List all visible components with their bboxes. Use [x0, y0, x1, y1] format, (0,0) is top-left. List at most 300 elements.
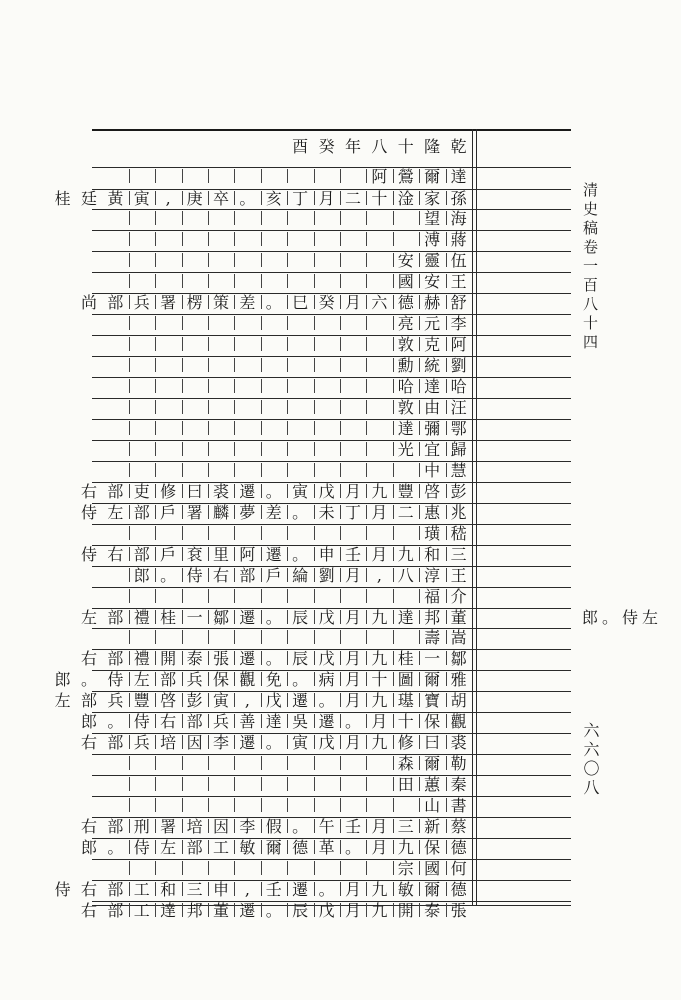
- table-cell: 侍: [107, 670, 124, 689]
- table-cell: 爾: [424, 670, 441, 689]
- table-cell: 郎: [80, 712, 97, 731]
- table-cell: 。: [344, 838, 361, 857]
- table-cell: 山: [424, 796, 441, 815]
- table-cell: 爾: [424, 880, 441, 899]
- table-row: [80, 712, 472, 733]
- table-cell: 中: [424, 461, 441, 480]
- table-cell: 壬: [344, 545, 361, 564]
- table-cell: 部: [186, 838, 203, 857]
- table-cell: 十: [371, 189, 388, 208]
- table-cell: 部: [107, 649, 124, 668]
- table-cell: 遷: [239, 482, 256, 501]
- table-cell: 董: [212, 901, 229, 920]
- table-cell: 爾: [265, 838, 282, 857]
- table-cell: 田: [397, 775, 414, 794]
- table-cell: 月: [344, 733, 361, 752]
- table-cell: 兵: [186, 670, 203, 689]
- table-row: [92, 314, 472, 335]
- table-cell: 未: [318, 503, 335, 522]
- table-cell: 隆: [424, 137, 441, 156]
- table-cell: 癸: [318, 293, 335, 312]
- table-cell: 王: [450, 272, 467, 291]
- table-cell: 伍: [450, 251, 467, 270]
- table-cell: 敏: [397, 880, 414, 899]
- table-cell: 戊: [318, 733, 335, 752]
- table-cell: 侍: [80, 503, 97, 522]
- table-cell: 彭: [450, 482, 467, 501]
- table-cell: ,: [165, 189, 171, 208]
- table-cell: 因: [212, 817, 229, 836]
- table-cell: 劉: [450, 356, 467, 375]
- table-cell: 由: [424, 398, 441, 417]
- table-cell: 差: [239, 293, 256, 312]
- table-cell: 國: [397, 272, 414, 291]
- table-cell: 十: [397, 712, 414, 731]
- table-row: [80, 901, 472, 922]
- table-cell: 郎: [54, 670, 71, 689]
- table-cell: 部: [133, 545, 150, 564]
- table-cell: 吏: [133, 482, 150, 501]
- table-cell: 禮: [133, 608, 150, 627]
- table-cell: 和: [424, 545, 441, 564]
- table-cell: 右: [80, 482, 97, 501]
- table-cell: 辰: [292, 649, 309, 668]
- table-cell: 敏: [239, 838, 256, 857]
- table-cell: 免: [265, 670, 282, 689]
- table-cell: 裘: [450, 733, 467, 752]
- table-cell: 觀: [450, 712, 467, 731]
- table-cell: 觀: [239, 670, 256, 689]
- table-cell: 。: [292, 545, 309, 564]
- table-cell: 雅: [450, 670, 467, 689]
- table-cell: 午: [318, 817, 335, 836]
- table-cell: 宜: [424, 440, 441, 459]
- table-row: [80, 838, 472, 859]
- table-cell: 王: [450, 566, 467, 585]
- table-row: [80, 733, 472, 754]
- table-cell: 克: [424, 335, 441, 354]
- table-cell: 望: [424, 209, 441, 228]
- table-cell: 修: [397, 733, 414, 752]
- table-cell: 侍: [133, 838, 150, 857]
- table-cell: 戊: [318, 608, 335, 627]
- table-cell: 策: [212, 293, 229, 312]
- table-cell: 病: [318, 670, 335, 689]
- table-cell: 開: [397, 901, 414, 920]
- table-cell: 保: [424, 838, 441, 857]
- table-cell: 申: [318, 545, 335, 564]
- table-cell: 侍: [80, 545, 97, 564]
- table-cell: 兵: [212, 712, 229, 731]
- table-cell: 廷: [80, 189, 97, 208]
- table-cell: ,: [376, 566, 382, 585]
- table-cell: 左: [107, 503, 124, 522]
- table-row: [92, 377, 472, 398]
- table-cell: 右: [80, 901, 97, 920]
- table-cell: 寅: [133, 189, 150, 208]
- table-cell: 達: [450, 167, 467, 186]
- table-cell: 。: [318, 880, 335, 899]
- table-cell: 月: [371, 838, 388, 857]
- table-cell: 假: [265, 817, 282, 836]
- table-cell: 元: [424, 314, 441, 333]
- table-cell: 亮: [397, 314, 414, 333]
- table-cell: 敦: [397, 398, 414, 417]
- table-cell: 三: [397, 817, 414, 836]
- table-cell: 禮: [133, 649, 150, 668]
- table-cell: 何: [450, 859, 467, 878]
- table-cell: 德: [292, 838, 309, 857]
- table-cell: 達: [160, 901, 177, 920]
- table-cell: 遷: [239, 901, 256, 920]
- table-cell: 鄒: [450, 649, 467, 668]
- table-cell: 啓: [424, 482, 441, 501]
- table-cell: 培: [186, 817, 203, 836]
- table-cell: 曰: [424, 733, 441, 752]
- table-cell: 黃: [107, 189, 124, 208]
- table-cell: 九: [371, 691, 388, 710]
- table-cell: 豐: [133, 691, 150, 710]
- table-cell: 泰: [424, 901, 441, 920]
- table-cell: 桂: [54, 189, 71, 208]
- table-cell: 亥: [265, 189, 282, 208]
- table-cell: 右: [80, 733, 97, 752]
- table-cell: 爾: [424, 167, 441, 186]
- table-cell: 惠: [424, 503, 441, 522]
- table-row: [92, 440, 472, 461]
- table-cell: 工: [212, 838, 229, 857]
- table-cell: 哈: [450, 377, 467, 396]
- table-row: [92, 251, 472, 272]
- table-cell: 蔣: [450, 230, 467, 249]
- table-cell: 癸: [318, 137, 335, 156]
- table-cell: 八: [371, 137, 388, 156]
- table-row: [80, 503, 472, 524]
- rule-line: [92, 129, 571, 131]
- table-cell: 秦: [450, 775, 467, 794]
- table-cell: 部: [107, 608, 124, 627]
- table-cell: 三: [450, 545, 467, 564]
- table-row: [92, 587, 472, 608]
- table-cell: 戊: [318, 649, 335, 668]
- table-cell: 侍: [133, 712, 150, 731]
- table-cell: 安: [397, 251, 414, 270]
- table-cell: 戊: [318, 482, 335, 501]
- table-cell: 九: [371, 901, 388, 920]
- table-cell: 酉: [292, 137, 309, 156]
- table-row: [54, 189, 472, 210]
- table-cell: 右: [80, 649, 97, 668]
- table-cell: 九: [371, 608, 388, 627]
- table-row: [80, 608, 472, 629]
- table-cell: 兵: [133, 293, 150, 312]
- table-row: [92, 167, 472, 188]
- table-cell: 月: [344, 293, 361, 312]
- table-cell: 寶: [424, 691, 441, 710]
- table-cell: 。: [239, 189, 256, 208]
- table-cell: 部: [133, 503, 150, 522]
- table-cell: 左: [54, 691, 71, 710]
- table-row: [92, 272, 472, 293]
- table-cell: 桂: [397, 649, 414, 668]
- table-cell: 部: [80, 691, 97, 710]
- table-cell: 璜: [424, 524, 441, 543]
- table-row: [92, 628, 472, 649]
- table-cell: 壬: [265, 880, 282, 899]
- table-cell: 泰: [186, 649, 203, 668]
- page-number: 六六〇八: [581, 722, 600, 798]
- table-cell: 溥: [424, 230, 441, 249]
- table-cell: 辰: [292, 901, 309, 920]
- table-cell: 歸: [450, 440, 467, 459]
- table-cell: 。: [265, 733, 282, 752]
- table-cell: 夢: [239, 503, 256, 522]
- side-cell: 侍: [621, 608, 638, 627]
- table-row: [54, 691, 472, 712]
- table-cell: 孫: [450, 189, 467, 208]
- table-cell: 鄒: [212, 608, 229, 627]
- table-cell: 壬: [344, 817, 361, 836]
- table-cell: 淦: [397, 189, 414, 208]
- table-cell: 啓: [160, 691, 177, 710]
- table-cell: 刑: [133, 817, 150, 836]
- table-row: [92, 137, 472, 158]
- table-cell: 阿: [371, 167, 388, 186]
- table-cell: 森: [397, 754, 414, 773]
- table-cell: 寅: [292, 482, 309, 501]
- table-cell: 月: [344, 649, 361, 668]
- table-cell: 李: [212, 733, 229, 752]
- column-rule: [472, 129, 473, 905]
- table-cell: 劉: [318, 566, 335, 585]
- table-cell: 。: [318, 691, 335, 710]
- table-cell: 侍: [186, 566, 203, 585]
- table-cell: 勳: [397, 356, 414, 375]
- table-cell: 月: [371, 712, 388, 731]
- table-cell: 月: [344, 691, 361, 710]
- table-cell: 署: [160, 817, 177, 836]
- table-cell: 海: [450, 209, 467, 228]
- table-cell: 嵩: [450, 628, 467, 647]
- table-cell: 丁: [344, 503, 361, 522]
- table-row: [80, 293, 472, 314]
- table-cell: 九: [371, 733, 388, 752]
- table-cell: 家: [424, 189, 441, 208]
- table-cell: 統: [424, 356, 441, 375]
- table-cell: 遷: [292, 880, 309, 899]
- table-cell: 兵: [107, 691, 124, 710]
- table-cell: 右: [80, 817, 97, 836]
- table-cell: 李: [450, 314, 467, 333]
- table-cell: 月: [371, 503, 388, 522]
- table-cell: 介: [450, 587, 467, 606]
- table-cell: 一: [424, 649, 441, 668]
- table-row: [92, 754, 472, 775]
- table-cell: 德: [450, 838, 467, 857]
- table-cell: 胡: [450, 691, 467, 710]
- table-cell: 兵: [133, 733, 150, 752]
- table-cell: 楞: [186, 293, 203, 312]
- table-cell: 差: [265, 503, 282, 522]
- side-cell: 左: [641, 608, 658, 627]
- table-cell: 曰: [186, 482, 203, 501]
- table-cell: 月: [371, 545, 388, 564]
- table-cell: 卒: [212, 189, 229, 208]
- table-cell: 壽: [424, 628, 441, 647]
- table-cell: 開: [160, 649, 177, 668]
- table-cell: 。: [265, 608, 282, 627]
- table-cell: 敦: [397, 335, 414, 354]
- table-cell: 九: [371, 482, 388, 501]
- table-cell: 因: [186, 733, 203, 752]
- table-cell: 署: [186, 503, 203, 522]
- table-row: [92, 566, 472, 587]
- table-cell: 達: [397, 608, 414, 627]
- table-row: [92, 356, 472, 377]
- table-cell: 尚: [80, 293, 97, 312]
- table-cell: 和: [160, 880, 177, 899]
- table-cell: 赫: [424, 293, 441, 312]
- table-cell: 八: [397, 566, 414, 585]
- table-row: [92, 419, 472, 440]
- table-cell: 兆: [450, 503, 467, 522]
- table-cell: 麟: [212, 503, 229, 522]
- table-cell: 戶: [265, 566, 282, 585]
- table-row: [80, 649, 472, 670]
- table-cell: 邦: [424, 608, 441, 627]
- table-cell: 左: [160, 838, 177, 857]
- table-cell: 哈: [397, 377, 414, 396]
- table-cell: 戊: [265, 691, 282, 710]
- table-cell: 。: [265, 901, 282, 920]
- table-cell: 。: [344, 712, 361, 731]
- table-cell: 安: [424, 272, 441, 291]
- table-cell: 蕙: [424, 775, 441, 794]
- table-cell: 保: [212, 670, 229, 689]
- table-cell: 月: [318, 189, 335, 208]
- table-cell: 阿: [239, 545, 256, 564]
- table-cell: 戶: [160, 503, 177, 522]
- table-cell: 月: [344, 566, 361, 585]
- table-cell: 遷: [318, 712, 335, 731]
- table-cell: 遷: [239, 649, 256, 668]
- table-cell: 桂: [160, 608, 177, 627]
- table-cell: 達: [397, 419, 414, 438]
- table-cell: 袞: [186, 545, 203, 564]
- table-cell: 。: [107, 712, 124, 731]
- table-cell: 豐: [397, 482, 414, 501]
- table-cell: 工: [133, 901, 150, 920]
- table-cell: 月: [371, 817, 388, 836]
- table-cell: 乾: [450, 137, 467, 156]
- table-cell: 左: [133, 670, 150, 689]
- table-cell: 巳: [292, 293, 309, 312]
- table-cell: 。: [292, 670, 309, 689]
- table-cell: 阿: [450, 335, 467, 354]
- table-cell: 勒: [450, 754, 467, 773]
- table-cell: ,: [244, 880, 250, 899]
- table-cell: 工: [133, 880, 150, 899]
- table-cell: 保: [424, 712, 441, 731]
- table-cell: 寅: [212, 691, 229, 710]
- table-cell: 李: [239, 817, 256, 836]
- table-cell: 左: [80, 608, 97, 627]
- table-cell: 遷: [239, 608, 256, 627]
- table-cell: 月: [344, 608, 361, 627]
- table-cell: 部: [107, 817, 124, 836]
- table-cell: 靈: [424, 251, 441, 270]
- table-cell: 部: [186, 712, 203, 731]
- table-row: [54, 880, 472, 901]
- table-row: [92, 209, 472, 230]
- table-row: [80, 545, 472, 566]
- table-cell: 部: [107, 901, 124, 920]
- table-cell: 九: [371, 880, 388, 899]
- table-cell: 光: [397, 440, 414, 459]
- table-cell: 侍: [54, 880, 71, 899]
- table-cell: 鶯: [397, 167, 414, 186]
- table-cell: 郎: [80, 838, 97, 857]
- table-row: [80, 817, 472, 838]
- table-cell: 月: [344, 901, 361, 920]
- table-row: [92, 230, 472, 251]
- table-cell: 寅: [292, 733, 309, 752]
- table-cell: 月: [344, 880, 361, 899]
- table-cell: 圖: [397, 670, 414, 689]
- table-cell: 舒: [450, 293, 467, 312]
- table-cell: 董: [450, 608, 467, 627]
- table-cell: 。: [292, 817, 309, 836]
- table-cell: 右: [107, 545, 124, 564]
- table-cell: 庚: [186, 189, 203, 208]
- table-cell: 新: [424, 817, 441, 836]
- table-cell: 二: [344, 189, 361, 208]
- table-cell: 九: [397, 545, 414, 564]
- table-cell: 蔡: [450, 817, 467, 836]
- table-cell: 書: [450, 796, 467, 815]
- table-cell: 右: [80, 880, 97, 899]
- table-row: [92, 524, 472, 545]
- table-cell: 右: [212, 566, 229, 585]
- table-cell: 汪: [450, 398, 467, 417]
- table-row: [92, 775, 472, 796]
- table-cell: 鄂: [450, 419, 467, 438]
- table-cell: 德: [397, 293, 414, 312]
- table-cell: 張: [450, 901, 467, 920]
- table-cell: 裘: [212, 482, 229, 501]
- table-cell: 辰: [292, 608, 309, 627]
- table-cell: 。: [160, 566, 177, 585]
- table-cell: 右: [160, 712, 177, 731]
- table-cell: 申: [212, 880, 229, 899]
- table-cell: 。: [265, 649, 282, 668]
- table-cell: 月: [344, 482, 361, 501]
- table-cell: 。: [292, 503, 309, 522]
- table-cell: 遷: [265, 545, 282, 564]
- side-cell: 。: [601, 608, 618, 627]
- table-cell: 九: [371, 649, 388, 668]
- table-cell: 張: [212, 649, 229, 668]
- table-cell: 爾: [424, 754, 441, 773]
- table-row: [92, 461, 472, 482]
- table-cell: 月: [344, 670, 361, 689]
- table-cell: 綸: [292, 566, 309, 585]
- table-cell: 革: [318, 838, 335, 857]
- column-rule: [476, 129, 477, 905]
- table-cell: 彌: [424, 419, 441, 438]
- table-cell: 三: [186, 880, 203, 899]
- running-title: 清史稿卷一百八十四: [581, 182, 599, 353]
